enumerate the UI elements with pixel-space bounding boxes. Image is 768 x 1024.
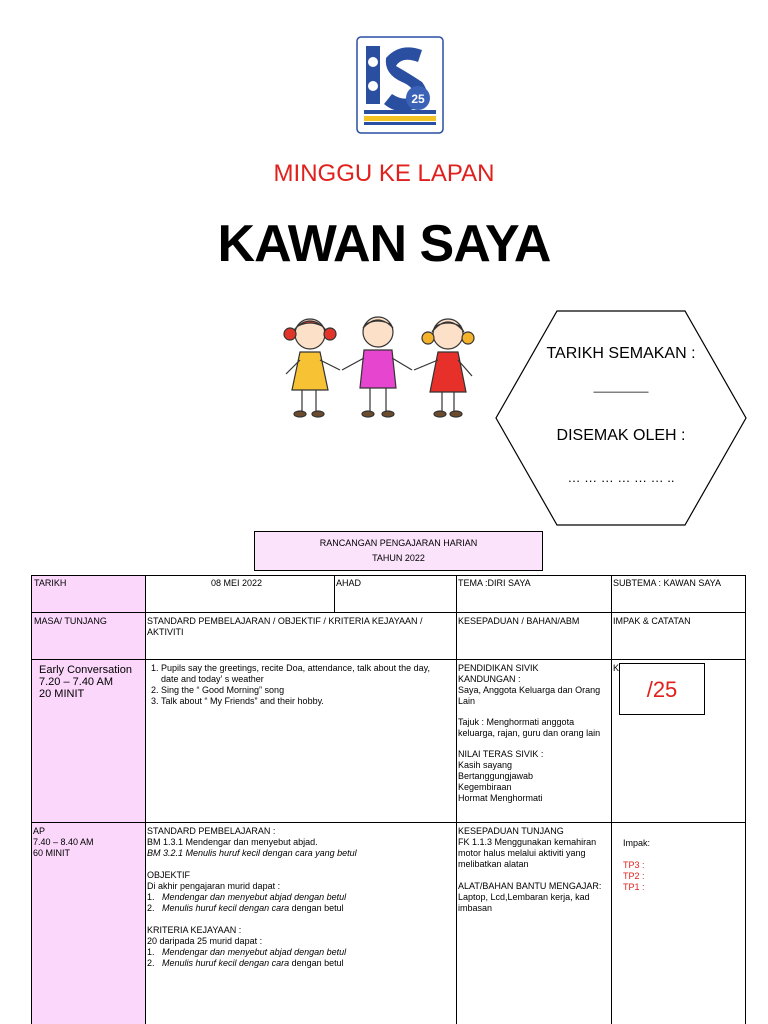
session-time [39,664,132,700]
impak-header: IMPAK & CATATAN [613,616,691,626]
integration-materials [458,826,610,914]
page-title: KAWAN SAYA [217,215,551,273]
tp3-label: TP3 : [623,860,645,870]
table-border [31,822,746,823]
session-duration: 20 MINIT [39,688,85,700]
list-item: Kegembiraan [458,782,512,792]
review-hexagon [495,310,747,526]
list-item: 3. Talk about “ My Friends” and their hobby. [161,696,449,707]
abm-label: ALAT/BAHAN BANTU MENGAJAR: [458,881,602,891]
tp1-label: TP1 : [623,882,645,892]
kriteria-intro: 20 daripada 25 murid dapat : [147,936,263,946]
list-item: 2. Sing the “ Good Morning” song [161,685,449,696]
kandungan-label: KANDUNGAN : [458,674,521,684]
review-date-label: TARIKH SEMAKAN : [546,345,696,362]
rph-year: TAHUN 2022 [372,553,425,563]
tp2-label: TP2 : [623,871,645,881]
tajuk-text: Tajuk : Menghormati anggota keluarga, rajan, guru dan orang lain [458,717,601,738]
day-value: AHAD [336,578,362,588]
table-border [31,612,746,613]
reviewer-label: DISEMAK OLEH : [556,427,686,444]
standard-header: STANDARD PEMBELAJARAN / OBJEKTIF / KRITERIA KEJAYAAN / AKTIVITI [147,616,423,637]
week-heading: MINGGU KE LAPAN [273,160,495,187]
tarikh-label: TARIKH [34,578,67,588]
masa-header: MASA/ TUNJANG [34,616,107,626]
rph-title-box [254,531,543,571]
children-illustration [272,312,488,424]
list-item: 1. Mendengar dan menyebut abjad dengan betul [147,947,347,957]
impak-notes [623,838,650,893]
kandungan-text: Saya, Anggota Keluarga dan Orang Lain [458,685,601,706]
kesepaduan-header: KESEPADUAN / BAHAN/ABM [458,616,580,626]
kesepaduan-tunjang-text: FK 1.1.3 Menggunakan kemahiran motor halus melalui aktiviti yang melibatkan alatan [458,837,597,869]
table-border [31,575,746,576]
civic-content [458,663,610,804]
tema-value: TEMA :DIRI SAYA [458,578,531,588]
k-letter: K [613,663,620,673]
table-border [611,575,612,1024]
list-item: Kasih sayang [458,760,513,770]
kesepaduan-tunjang-label: KESEPADUAN TUNJANG [458,826,564,836]
score-box: /25 [619,663,705,715]
session-code: AP [33,826,46,836]
session-name: Early Conversation [39,664,132,676]
sp-label: STANDARD PEMBELAJARAN : [147,826,276,836]
table-border [145,575,146,1024]
learning-standards [147,826,449,969]
list-item: 1. Pupils say the greetings, recite Doa, attendance, talk about the day, date and today’ s weather [161,663,449,685]
table-border [456,575,457,1024]
rph-title: RANCANGAN PENGAJARAN HARIAN [319,538,478,548]
objektif-label: OBJEKTIF [147,870,191,880]
kriteria-label: KRITERIA KEJAYAAN : [147,925,242,935]
session-time-range: 7.40 – 8.40 AM [33,837,94,847]
list-item: 2. Menulis huruf kecil dengan cara dengan betul [147,903,344,913]
reviewer-blank: … … … … … … .. [567,470,675,485]
time-column-highlight [31,575,145,1024]
objektif-intro: Di akhir pengajaran murid dapat : [147,881,281,891]
list-item: Bertanggungjawab [458,771,534,781]
subtema-value: SUBTEMA : KAWAN SAYA [613,578,722,588]
impak-label: Impak: [623,838,651,848]
list-item: Hormat Menghormati [458,793,543,803]
nilai-title: NILAI TERAS SIVIK : [458,749,544,759]
date-value: 08 MEI 2022 [211,578,263,588]
session-time-range: 7.20 – 7.40 AM [39,676,113,688]
ap-session [33,826,94,859]
review-date-blank: ————— [593,386,649,398]
sp-item: BM 1.3.1 Mendengar dan menyebut abjad. [147,837,318,847]
abm-text: Laptop, Lcd,Lembaran kerja, kad imbasan [458,892,590,913]
session-duration: 60 MINIT [33,848,71,858]
list-item: 1. Mendengar dan menyebut abjad dengan betul [147,892,347,902]
table-border [31,659,746,660]
civic-title: PENDIDIKAN SIVIK [458,663,539,673]
sp-item: BM 3.2.1 Menulis huruf kecil dengan cara yang betul [147,848,357,858]
activity-list [147,663,449,707]
list-item: 2. Menulis huruf kecil dengan cara dengan betul [147,958,344,968]
table-border [31,575,32,1024]
school-logo [356,36,444,134]
table-border [745,575,746,1024]
svg-text:25: 25 [411,92,425,106]
table-border [334,575,335,612]
